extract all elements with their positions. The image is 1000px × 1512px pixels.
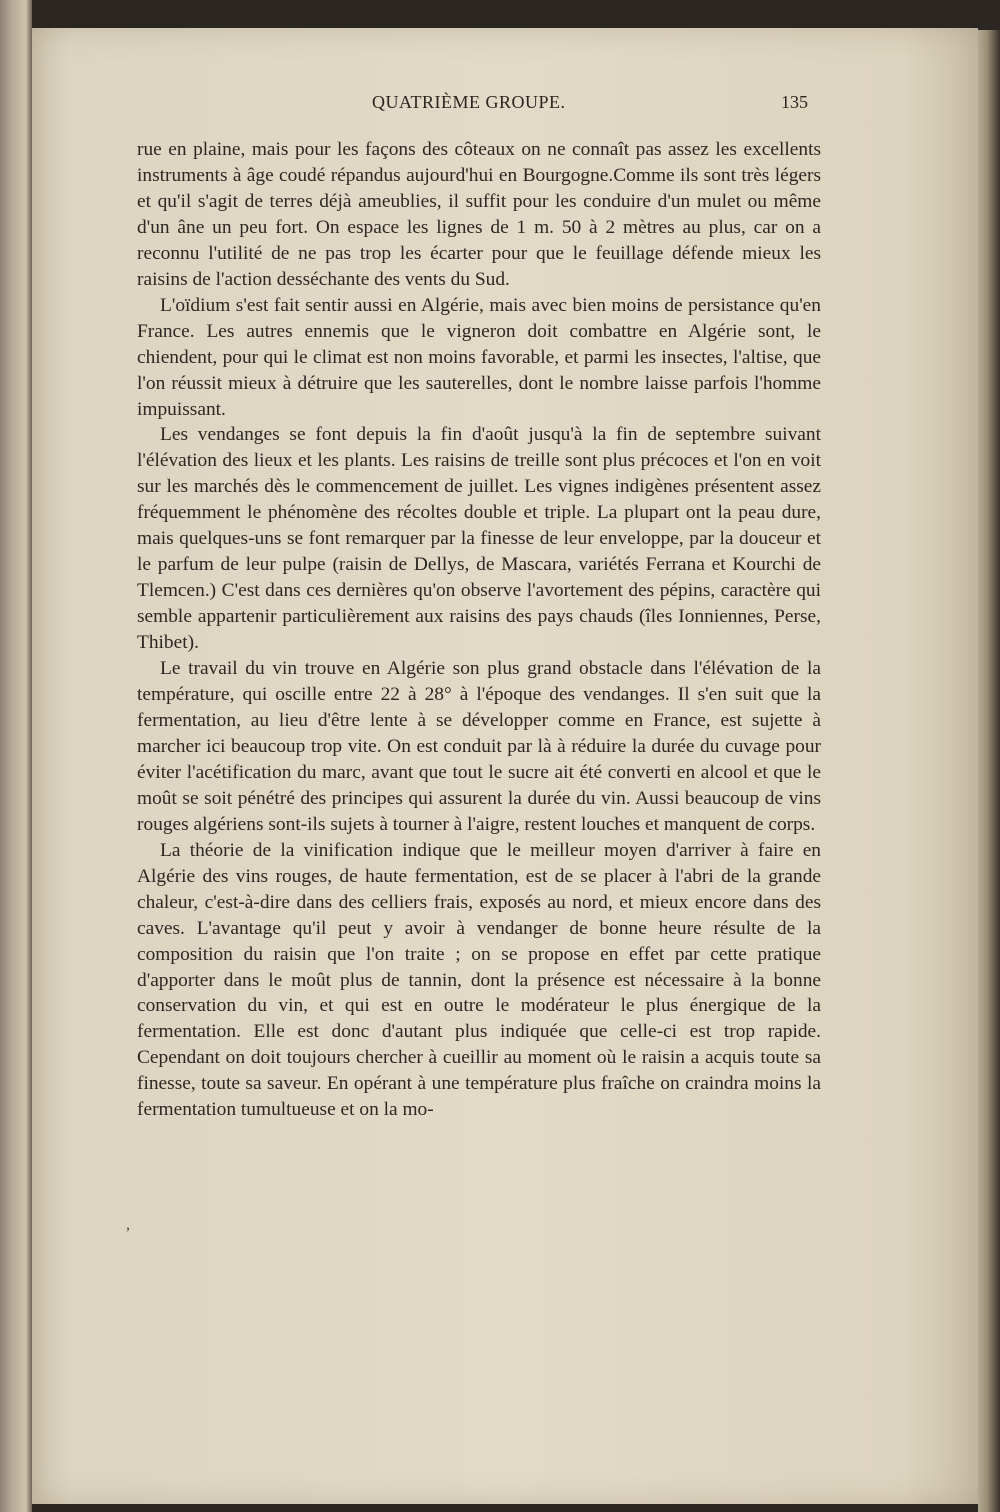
paragraph-4: Le travail du vin trouve en Algérie son plus grand obstacle dans l'élévation de la température, qui oscille entre 22 à 28° à l'époque des vendanges. Il s'en suit que la fermentation, au lieu d'être lente à se développer comme en France, est sujette à marcher ici beaucoup trop vite. On est conduit par là à réduire la durée du cuvage pour éviter l'acétification du marc, avant que tout le sucre ait été converti en alcool et que le moût se soit pénétré des principes qui assurent la durée du vin. Aussi beaucoup de vins rouges algériens sont-ils sujets à tourner à l'aigre, restent louches et manquent de corps. bbox=[137, 658, 821, 835]
paragraph-3: Les vendanges se font depuis la fin d'août jusqu'à la fin de septembre suivant l'élévation des lieux et les plants. Les raisins de treille sont plus précoces et l'on en voit sur les marchés dès le commencement de juillet. Les vignes indigènes présentent assez fréquemment le phénomène des récoltes double et triple. La plupart ont la peau dure, mais quelques-uns se font remarquer par la finesse de leur enveloppe, par la douceur et le parfum de leur pulpe (raisin de Dellys, de Mascara, variétés Ferrana et Kourchi de Tlemcen.) C'est dans ces dernières qu'on observe l'avortement des pépins, caractère qui semble appartenir particulièrement aux raisins des pays chauds (îles Ionniennes, Perse, Thibet). bbox=[137, 424, 821, 654]
right-page-edge bbox=[978, 30, 1000, 1512]
paragraph-2: L'oïdium s'est fait sentir aussi en Algérie, mais avec bien moins de persistance qu'en France. Les autres ennemis que le vigneron doit combattre en Algérie sont, le chiendent, pour qui le climat est non moins favorable, et parmi les insectes, l'altise, que l'on réussit mieux à détruire que les sauterelles, dont le nombre laisse parfois l'homme impuissant. bbox=[137, 294, 821, 420]
left-page-edge bbox=[0, 0, 32, 1512]
paragraph-5: La théorie de la vinification indique que le meilleur moyen d'arriver à faire en Algérie des vins rouges, de haute fermentation, est de se placer à l'abri de la grande chaleur, c'est-à-dire dans des celliers frais, exposés au nord, et mieux encore dans des caves. L'avantage qu'il peut y avoir à vendanger de bonne heure résulte de la composition du raisin que l'on traite ; on se propose en effet par cette pratique d'apporter dans le moût plus de tannin, dont la présence est nécessaire à la bonne conservation du vin, et qui est en outre le modérateur le plus énergique de la fermentation. Elle est donc d'autant plus indiquée que celle-ci est trop rapide. Cependant on doit toujours chercher à cueillir au moment où le raisin a acquis toute sa finesse, toute sa saveur. En opérant à une température plus fraîche on craindra moins la fermentation tumultueuse et on la mo- bbox=[137, 839, 821, 1121]
page-number: 135 bbox=[781, 92, 808, 112]
running-head bbox=[0, 92, 1000, 122]
body-text bbox=[137, 137, 821, 1123]
paragraph-1: rue en plaine, mais pour les façons des côteaux on ne connaît pas assez les excellents instruments à âge coudé répandus aujourd'hui en Bourgogne.Comme ils sont très légers et qu'il s'agit de terres déjà ameublies, il suffit pour les conduire d'un mulet ou même d'un âne un peu fort. On espace les lignes de 1 m. 50 à 2 mètres au plus, car on a reconnu l'utilité de ne pas trop les écarter pour que le feuillage défende mieux les raisins de l'action desséchante des vents du Sud. bbox=[137, 139, 821, 290]
stray-ink-mark: , bbox=[126, 1216, 130, 1233]
running-title: QUATRIÈME GROUPE. bbox=[372, 92, 566, 112]
